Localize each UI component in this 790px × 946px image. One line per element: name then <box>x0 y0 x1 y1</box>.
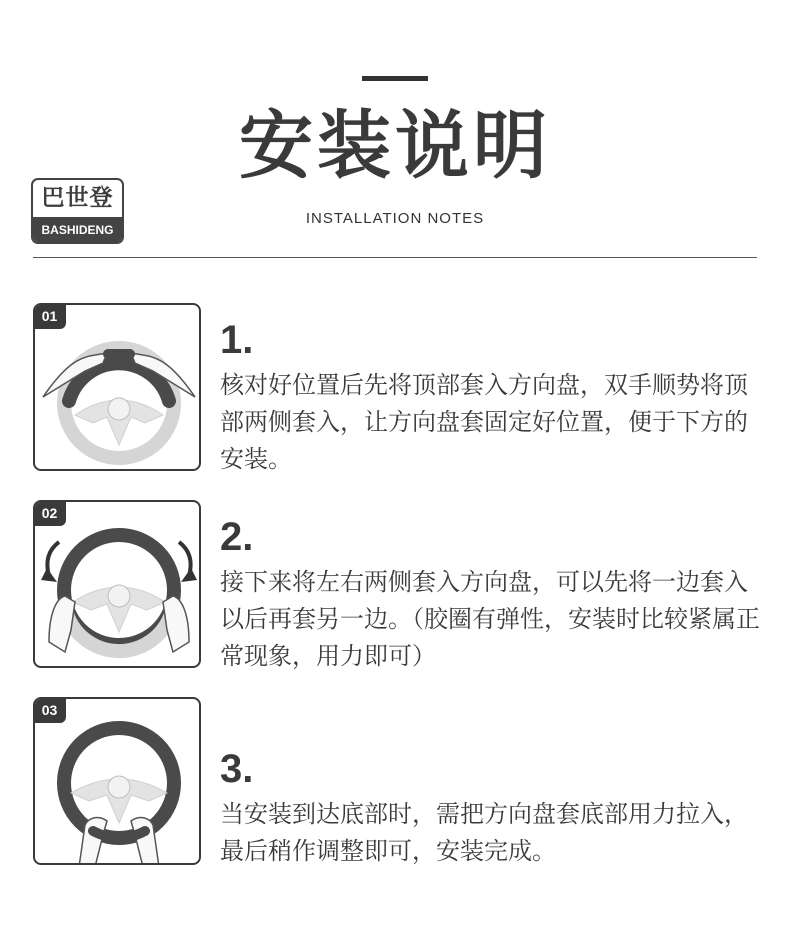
page-subtitle: INSTALLATION NOTES <box>305 210 485 227</box>
page-title: 安装说明 <box>239 103 551 189</box>
step-2-number: 2. <box>220 515 254 559</box>
step-3-image-frame <box>33 697 201 865</box>
steering-wheel-sides-illustration <box>35 502 201 668</box>
header-top-bar <box>362 76 428 81</box>
logo-en-text: BASHIDENG <box>33 217 122 244</box>
header-divider <box>33 257 757 258</box>
step-3-number: 3. <box>220 747 254 791</box>
logo-cn-text: 巴世登 <box>41 185 114 211</box>
step-2-badge: 02 <box>33 500 66 526</box>
step-1-image-frame <box>33 303 201 471</box>
step-1-text: 核对好位置后先将顶部套入方向盘，双手顺势将顶部两侧套入，让方向盘套固定好位置，便于下方的安装。 <box>220 371 748 473</box>
step-3-text: 当安装到达底部时，需把方向盘套底部用力拉入，最后稍作调整即可，安装完成。 <box>220 800 748 865</box>
step-3-badge: 03 <box>33 697 66 723</box>
step-1-number: 1. <box>220 318 254 362</box>
step-2-image-frame <box>33 500 201 668</box>
step-1-badge: 01 <box>33 303 66 329</box>
steering-wheel-bottom-illustration <box>35 699 201 865</box>
steering-wheel-top-illustration <box>35 305 201 471</box>
step-2-text: 接下来将左右两侧套入方向盘，可以先将一边套入以后再套另一边。（胶圈有弹性，安装时比较紧属正常现象，用力即可） <box>220 568 760 670</box>
